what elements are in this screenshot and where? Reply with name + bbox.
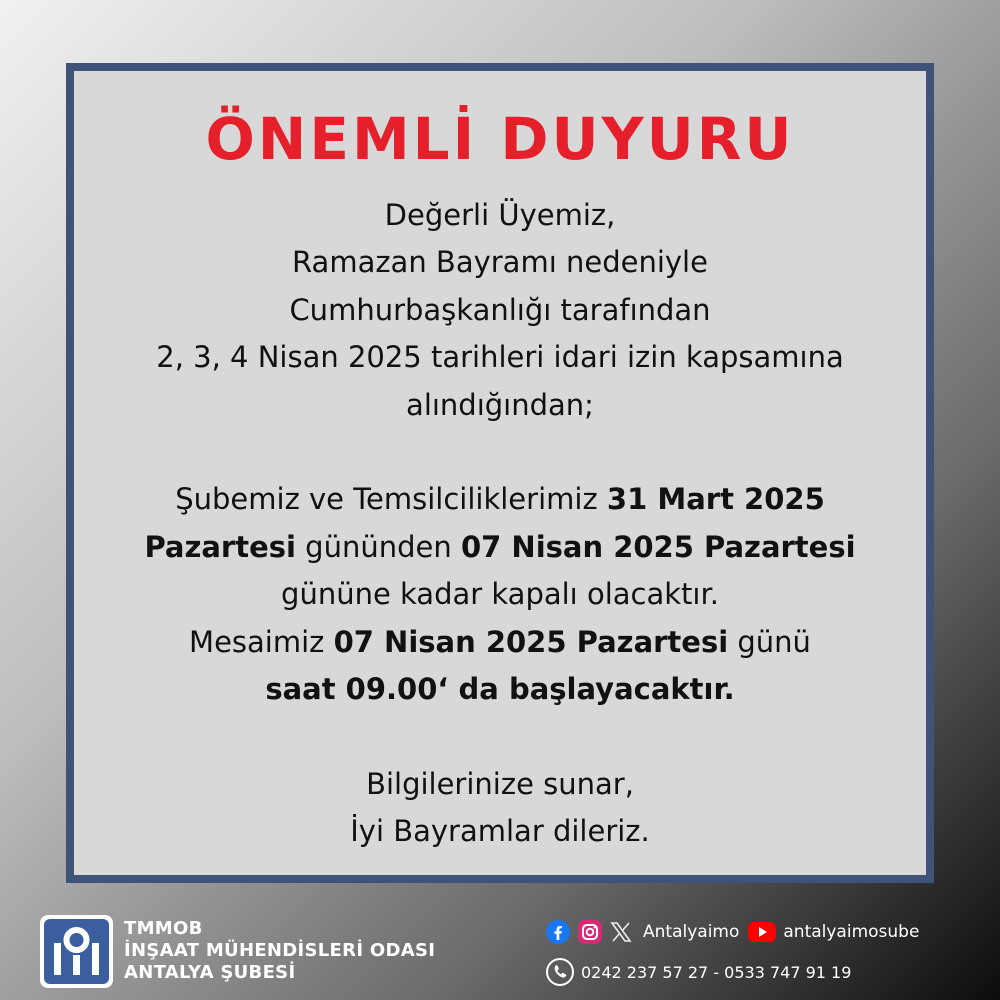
announcement-body bbox=[74, 192, 926, 856]
imo-logo bbox=[40, 915, 113, 988]
social-handle[interactable]: Antalyaimo bbox=[643, 922, 740, 942]
body-line: Cumhurbaşkanlığı tarafından bbox=[289, 292, 711, 327]
social-bar bbox=[545, 917, 919, 947]
body-line: Şubemiz ve Temsilciliklerimiz 31 Mart 2025 bbox=[175, 482, 825, 517]
x-icon[interactable] bbox=[609, 920, 633, 944]
body-line: Ramazan Bayramı nedeniyle bbox=[292, 245, 708, 280]
phone-icon bbox=[545, 957, 575, 987]
body-line: 2, 3, 4 Nisan 2025 tarihleri idari izin kapsamına bbox=[156, 340, 844, 375]
body-line: Pazartesi gününden 07 Nisan 2025 Pazartesi bbox=[144, 529, 856, 564]
resume-time: saat 09.00‘ da başlayacaktır. bbox=[265, 672, 735, 707]
facebook-icon[interactable] bbox=[545, 919, 571, 945]
greeting-line: Değerli Üyemiz, bbox=[384, 197, 616, 232]
org-name: TMMOB İNŞAAT MÜHENDİSLERİ ODASI ANTALYA ŞUBESİ bbox=[124, 918, 436, 983]
youtube-icon[interactable] bbox=[747, 921, 777, 943]
announcement-card bbox=[66, 63, 934, 883]
phone-numbers[interactable]: 0242 237 57 27 - 0533 747 91 19 bbox=[581, 962, 852, 982]
closing-line: Bilgilerinize sunar, bbox=[366, 766, 634, 801]
date-end: 07 Nisan 2025 Pazartesi bbox=[460, 529, 856, 564]
contact-bar bbox=[545, 957, 851, 987]
date-start: 31 Mart 2025 bbox=[606, 482, 825, 517]
youtube-handle[interactable]: antalyaimosube bbox=[783, 922, 920, 942]
body-line: Mesaimiz 07 Nisan 2025 Pazartesi günü bbox=[189, 624, 811, 659]
announcement-title: ÖNEMLİ DUYURU bbox=[205, 105, 795, 173]
body-line: gününe kadar kapalı olacaktır. bbox=[281, 577, 719, 612]
closing-line: İyi Bayramlar dileriz. bbox=[350, 814, 650, 849]
footer bbox=[0, 900, 1000, 1000]
body-line: alındığından; bbox=[406, 387, 594, 422]
instagram-icon[interactable] bbox=[577, 919, 603, 945]
resume-date: 07 Nisan 2025 Pazartesi bbox=[333, 624, 729, 659]
